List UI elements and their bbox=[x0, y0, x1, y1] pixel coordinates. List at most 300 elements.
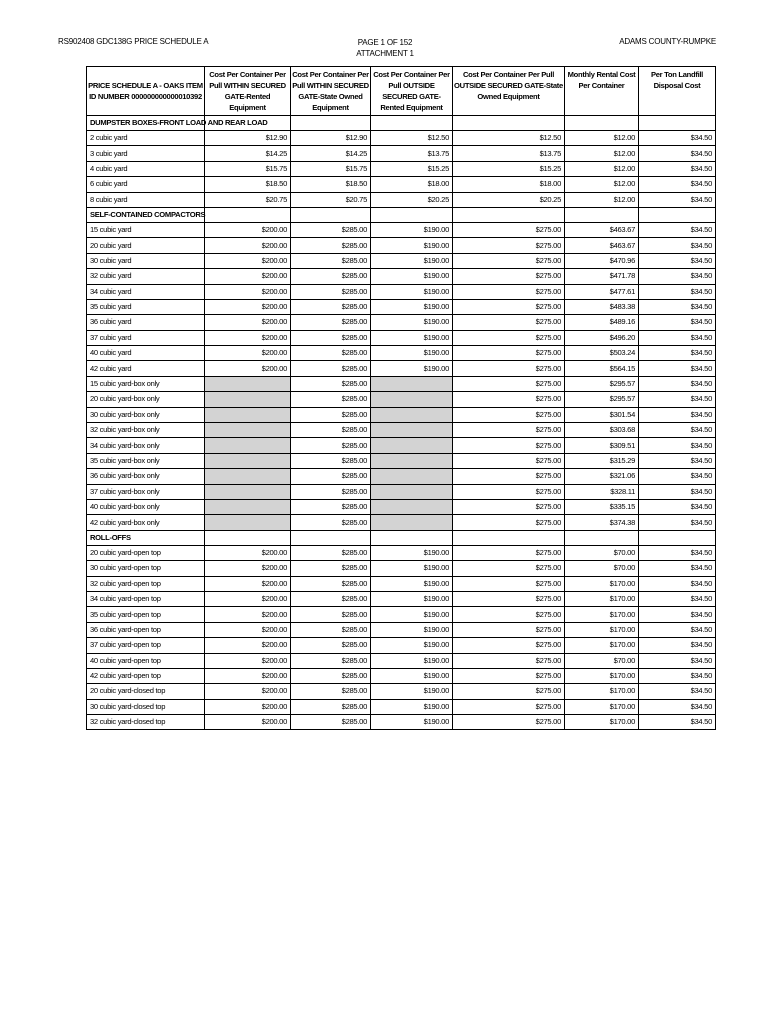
price-cell: $190.00 bbox=[371, 668, 453, 683]
price-cell: $170.00 bbox=[565, 699, 639, 714]
price-cell: $321.06 bbox=[565, 469, 639, 484]
price-cell: $285.00 bbox=[291, 715, 371, 730]
price-cell: $34.50 bbox=[639, 238, 716, 253]
table-row bbox=[87, 453, 716, 468]
price-cell: $34.50 bbox=[639, 545, 716, 560]
price-cell: $12.00 bbox=[565, 192, 639, 207]
price-cell: $200.00 bbox=[205, 299, 291, 314]
table-row bbox=[87, 699, 716, 714]
price-cell: $34.50 bbox=[639, 346, 716, 361]
blocked-cell bbox=[205, 515, 291, 530]
price-cell: $190.00 bbox=[371, 545, 453, 560]
price-cell: $285.00 bbox=[291, 253, 371, 268]
item-label: 15 cubic yard bbox=[87, 222, 205, 237]
price-cell: $200.00 bbox=[205, 361, 291, 376]
price-cell: $190.00 bbox=[371, 591, 453, 606]
price-cell: $285.00 bbox=[291, 499, 371, 514]
price-cell: $470.96 bbox=[565, 253, 639, 268]
price-cell: $285.00 bbox=[291, 222, 371, 237]
table-row bbox=[87, 238, 716, 253]
price-cell: $34.50 bbox=[639, 161, 716, 176]
price-cell: $275.00 bbox=[453, 376, 565, 391]
price-cell: $34.50 bbox=[639, 392, 716, 407]
item-label: 30 cubic yard-open top bbox=[87, 561, 205, 576]
table-row bbox=[87, 469, 716, 484]
price-cell: $190.00 bbox=[371, 269, 453, 284]
item-label: 37 cubic yard bbox=[87, 330, 205, 345]
price-cell: $285.00 bbox=[291, 346, 371, 361]
price-cell: $190.00 bbox=[371, 622, 453, 637]
price-cell: $328.11 bbox=[565, 484, 639, 499]
blocked-cell bbox=[371, 453, 453, 468]
price-cell: $275.00 bbox=[453, 561, 565, 576]
price-cell: $190.00 bbox=[371, 222, 453, 237]
table-row bbox=[87, 161, 716, 176]
price-cell: $275.00 bbox=[453, 238, 565, 253]
price-cell: $285.00 bbox=[291, 653, 371, 668]
price-cell: $200.00 bbox=[205, 253, 291, 268]
column-header: Cost Per Container Per Pull WITHIN SECURED GATE-State Owned Equipment bbox=[291, 67, 371, 116]
price-cell: $12.90 bbox=[291, 131, 371, 146]
table-row bbox=[87, 407, 716, 422]
section-title: SELF-CONTAINED COMPACTORS bbox=[87, 207, 205, 222]
table-row bbox=[87, 423, 716, 438]
price-cell: $34.50 bbox=[639, 438, 716, 453]
price-cell: $275.00 bbox=[453, 407, 565, 422]
price-cell: $303.68 bbox=[565, 423, 639, 438]
empty-cell bbox=[205, 530, 291, 545]
price-cell: $285.00 bbox=[291, 299, 371, 314]
price-cell: $285.00 bbox=[291, 591, 371, 606]
price-cell: $275.00 bbox=[453, 423, 565, 438]
table-row bbox=[87, 561, 716, 576]
price-cell: $170.00 bbox=[565, 622, 639, 637]
price-cell: $15.25 bbox=[371, 161, 453, 176]
price-cell: $34.50 bbox=[639, 284, 716, 299]
price-cell: $34.50 bbox=[639, 653, 716, 668]
item-label: 36 cubic yard-box only bbox=[87, 469, 205, 484]
price-cell: $190.00 bbox=[371, 576, 453, 591]
price-cell: $34.50 bbox=[639, 330, 716, 345]
item-label: 20 cubic yard-box only bbox=[87, 392, 205, 407]
table-row bbox=[87, 284, 716, 299]
table-row bbox=[87, 253, 716, 268]
price-cell: $34.50 bbox=[639, 423, 716, 438]
item-label: 37 cubic yard-box only bbox=[87, 484, 205, 499]
blocked-cell bbox=[205, 376, 291, 391]
price-cell: $200.00 bbox=[205, 561, 291, 576]
item-label: 30 cubic yard bbox=[87, 253, 205, 268]
price-cell: $12.00 bbox=[565, 131, 639, 146]
table-body bbox=[87, 116, 716, 730]
table-row bbox=[87, 622, 716, 637]
blocked-cell bbox=[371, 469, 453, 484]
price-cell: $200.00 bbox=[205, 576, 291, 591]
price-cell: $15.25 bbox=[453, 161, 565, 176]
table-row bbox=[87, 591, 716, 606]
empty-cell bbox=[453, 530, 565, 545]
item-label: 20 cubic yard-closed top bbox=[87, 684, 205, 699]
attachment-label: ATTACHMENT 1 bbox=[356, 49, 414, 58]
price-cell: $190.00 bbox=[371, 361, 453, 376]
price-cell: $275.00 bbox=[453, 622, 565, 637]
price-cell: $34.50 bbox=[639, 591, 716, 606]
price-cell: $34.50 bbox=[639, 222, 716, 237]
table-row bbox=[87, 192, 716, 207]
price-cell: $285.00 bbox=[291, 561, 371, 576]
price-cell: $18.50 bbox=[205, 177, 291, 192]
empty-cell bbox=[565, 116, 639, 131]
table-row bbox=[87, 299, 716, 314]
section-header-row bbox=[87, 530, 716, 545]
price-cell: $275.00 bbox=[453, 576, 565, 591]
price-cell: $285.00 bbox=[291, 376, 371, 391]
price-cell: $200.00 bbox=[205, 668, 291, 683]
table-row bbox=[87, 638, 716, 653]
price-cell: $275.00 bbox=[453, 499, 565, 514]
price-cell: $18.50 bbox=[291, 177, 371, 192]
price-cell: $34.50 bbox=[639, 253, 716, 268]
empty-cell bbox=[291, 207, 371, 222]
price-cell: $285.00 bbox=[291, 423, 371, 438]
blocked-cell bbox=[371, 515, 453, 530]
item-label: 15 cubic yard-box only bbox=[87, 376, 205, 391]
price-cell: $34.50 bbox=[639, 638, 716, 653]
item-label: 2 cubic yard bbox=[87, 131, 205, 146]
price-cell: $190.00 bbox=[371, 715, 453, 730]
price-cell: $275.00 bbox=[453, 469, 565, 484]
table-header-row bbox=[87, 67, 716, 116]
table-row bbox=[87, 499, 716, 514]
table-row bbox=[87, 269, 716, 284]
price-cell: $34.50 bbox=[639, 561, 716, 576]
item-label: 32 cubic yard-box only bbox=[87, 423, 205, 438]
empty-cell bbox=[291, 530, 371, 545]
price-cell: $13.75 bbox=[453, 146, 565, 161]
table-row bbox=[87, 315, 716, 330]
price-cell: $275.00 bbox=[453, 361, 565, 376]
price-schedule-table bbox=[86, 66, 716, 730]
price-cell: $15.75 bbox=[291, 161, 371, 176]
price-cell: $20.75 bbox=[205, 192, 291, 207]
price-cell: $285.00 bbox=[291, 622, 371, 637]
page-number: PAGE 1 OF 152 bbox=[357, 38, 413, 47]
price-cell: $301.54 bbox=[565, 407, 639, 422]
price-cell: $170.00 bbox=[565, 715, 639, 730]
price-cell: $200.00 bbox=[205, 607, 291, 622]
price-cell: $34.50 bbox=[639, 269, 716, 284]
price-cell: $34.50 bbox=[639, 299, 716, 314]
price-cell: $34.50 bbox=[639, 361, 716, 376]
blocked-cell bbox=[371, 376, 453, 391]
price-cell: $285.00 bbox=[291, 668, 371, 683]
price-cell: $285.00 bbox=[291, 484, 371, 499]
table-row bbox=[87, 392, 716, 407]
price-cell: $275.00 bbox=[453, 684, 565, 699]
column-header: PRICE SCHEDULE A - OAKS ITEM ID NUMBER 000000000000010392 bbox=[87, 67, 205, 116]
price-cell: $285.00 bbox=[291, 315, 371, 330]
price-cell: $34.50 bbox=[639, 668, 716, 683]
document-id: RS902408 GDC138G PRICE SCHEDULE A bbox=[58, 37, 209, 46]
price-cell: $200.00 bbox=[205, 699, 291, 714]
price-cell: $170.00 bbox=[565, 607, 639, 622]
price-cell: $295.57 bbox=[565, 376, 639, 391]
empty-cell bbox=[565, 207, 639, 222]
price-cell: $170.00 bbox=[565, 576, 639, 591]
price-cell: $190.00 bbox=[371, 238, 453, 253]
table-row bbox=[87, 684, 716, 699]
price-cell: $295.57 bbox=[565, 392, 639, 407]
price-cell: $34.50 bbox=[639, 315, 716, 330]
price-cell: $285.00 bbox=[291, 330, 371, 345]
price-cell: $34.50 bbox=[639, 499, 716, 514]
price-cell: $285.00 bbox=[291, 453, 371, 468]
price-cell: $285.00 bbox=[291, 438, 371, 453]
table-row bbox=[87, 715, 716, 730]
price-cell: $34.50 bbox=[639, 407, 716, 422]
blocked-cell bbox=[205, 438, 291, 453]
item-label: 34 cubic yard-box only bbox=[87, 438, 205, 453]
price-cell: $34.50 bbox=[639, 131, 716, 146]
item-label: 40 cubic yard-open top bbox=[87, 653, 205, 668]
table-row bbox=[87, 515, 716, 530]
table-row bbox=[87, 177, 716, 192]
blocked-cell bbox=[371, 438, 453, 453]
price-cell: $190.00 bbox=[371, 607, 453, 622]
price-cell: $285.00 bbox=[291, 684, 371, 699]
price-cell: $275.00 bbox=[453, 222, 565, 237]
blocked-cell bbox=[205, 423, 291, 438]
column-header: Per Ton Landfill Disposal Cost bbox=[639, 67, 716, 116]
column-header: Cost Per Container Per Pull WITHIN SECURED GATE-Rented Equipment bbox=[205, 67, 291, 116]
section-title: DUMPSTER BOXES-FRONT LOAD AND REAR LOAD bbox=[87, 116, 205, 131]
price-cell: $190.00 bbox=[371, 653, 453, 668]
price-cell: $463.67 bbox=[565, 238, 639, 253]
column-header: Monthly Rental Cost Per Container bbox=[565, 67, 639, 116]
price-cell: $170.00 bbox=[565, 591, 639, 606]
blocked-cell bbox=[371, 499, 453, 514]
blocked-cell bbox=[205, 469, 291, 484]
price-cell: $200.00 bbox=[205, 330, 291, 345]
section-title: ROLL-OFFS bbox=[87, 530, 205, 545]
vendor-name: ADAMS COUNTY-RUMPKE bbox=[619, 37, 716, 46]
item-label: 6 cubic yard bbox=[87, 177, 205, 192]
empty-cell bbox=[453, 116, 565, 131]
empty-cell bbox=[639, 116, 716, 131]
price-cell: $14.25 bbox=[291, 146, 371, 161]
price-cell: $15.75 bbox=[205, 161, 291, 176]
price-cell: $12.00 bbox=[565, 161, 639, 176]
price-cell: $200.00 bbox=[205, 638, 291, 653]
price-cell: $200.00 bbox=[205, 653, 291, 668]
item-label: 42 cubic yard-box only bbox=[87, 515, 205, 530]
item-label: 35 cubic yard-open top bbox=[87, 607, 205, 622]
price-cell: $20.25 bbox=[371, 192, 453, 207]
price-cell: $200.00 bbox=[205, 269, 291, 284]
price-cell: $275.00 bbox=[453, 591, 565, 606]
item-label: 3 cubic yard bbox=[87, 146, 205, 161]
section-header-row bbox=[87, 207, 716, 222]
empty-cell bbox=[639, 207, 716, 222]
price-cell: $275.00 bbox=[453, 715, 565, 730]
item-label: 42 cubic yard-open top bbox=[87, 668, 205, 683]
table-row bbox=[87, 346, 716, 361]
price-cell: $275.00 bbox=[453, 330, 565, 345]
item-label: 36 cubic yard-open top bbox=[87, 622, 205, 637]
item-label: 20 cubic yard bbox=[87, 238, 205, 253]
price-cell: $70.00 bbox=[565, 545, 639, 560]
price-cell: $20.25 bbox=[453, 192, 565, 207]
price-cell: $496.20 bbox=[565, 330, 639, 345]
blocked-cell bbox=[205, 392, 291, 407]
item-label: 30 cubic yard-closed top bbox=[87, 699, 205, 714]
price-cell: $285.00 bbox=[291, 515, 371, 530]
price-cell: $275.00 bbox=[453, 607, 565, 622]
empty-cell bbox=[565, 530, 639, 545]
table-row bbox=[87, 376, 716, 391]
table-row bbox=[87, 361, 716, 376]
price-cell: $285.00 bbox=[291, 407, 371, 422]
price-cell: $285.00 bbox=[291, 576, 371, 591]
item-label: 35 cubic yard-box only bbox=[87, 453, 205, 468]
price-cell: $12.50 bbox=[453, 131, 565, 146]
section-header-row bbox=[87, 116, 716, 131]
price-cell: $275.00 bbox=[453, 515, 565, 530]
price-cell: $34.50 bbox=[639, 622, 716, 637]
price-cell: $190.00 bbox=[371, 346, 453, 361]
price-cell: $275.00 bbox=[453, 653, 565, 668]
price-cell: $18.00 bbox=[453, 177, 565, 192]
item-label: 36 cubic yard bbox=[87, 315, 205, 330]
price-cell: $34.50 bbox=[639, 484, 716, 499]
table-row bbox=[87, 668, 716, 683]
page-info bbox=[300, 37, 470, 59]
empty-cell bbox=[453, 207, 565, 222]
item-label: 34 cubic yard bbox=[87, 284, 205, 299]
price-cell: $34.50 bbox=[639, 684, 716, 699]
price-cell: $200.00 bbox=[205, 238, 291, 253]
price-cell: $70.00 bbox=[565, 653, 639, 668]
table-row bbox=[87, 576, 716, 591]
table-row bbox=[87, 438, 716, 453]
blocked-cell bbox=[205, 453, 291, 468]
price-cell: $477.61 bbox=[565, 284, 639, 299]
item-label: 34 cubic yard-open top bbox=[87, 591, 205, 606]
item-label: 37 cubic yard-open top bbox=[87, 638, 205, 653]
price-cell: $285.00 bbox=[291, 269, 371, 284]
price-cell: $200.00 bbox=[205, 315, 291, 330]
blocked-cell bbox=[205, 499, 291, 514]
price-cell: $471.78 bbox=[565, 269, 639, 284]
price-cell: $275.00 bbox=[453, 545, 565, 560]
empty-cell bbox=[205, 207, 291, 222]
price-cell: $285.00 bbox=[291, 469, 371, 484]
price-cell: $275.00 bbox=[453, 484, 565, 499]
price-cell: $190.00 bbox=[371, 299, 453, 314]
empty-cell bbox=[371, 116, 453, 131]
item-label: 30 cubic yard-box only bbox=[87, 407, 205, 422]
blocked-cell bbox=[371, 423, 453, 438]
price-cell: $34.50 bbox=[639, 607, 716, 622]
price-cell: $12.00 bbox=[565, 177, 639, 192]
price-cell: $285.00 bbox=[291, 638, 371, 653]
price-cell: $275.00 bbox=[453, 438, 565, 453]
item-label: 8 cubic yard bbox=[87, 192, 205, 207]
price-cell: $335.15 bbox=[565, 499, 639, 514]
price-cell: $285.00 bbox=[291, 607, 371, 622]
price-cell: $200.00 bbox=[205, 684, 291, 699]
price-cell: $275.00 bbox=[453, 453, 565, 468]
table-row bbox=[87, 146, 716, 161]
item-label: 32 cubic yard-open top bbox=[87, 576, 205, 591]
price-cell: $275.00 bbox=[453, 299, 565, 314]
price-cell: $190.00 bbox=[371, 330, 453, 345]
price-cell: $285.00 bbox=[291, 392, 371, 407]
price-cell: $275.00 bbox=[453, 253, 565, 268]
price-cell: $483.38 bbox=[565, 299, 639, 314]
price-cell: $190.00 bbox=[371, 315, 453, 330]
table-row bbox=[87, 330, 716, 345]
price-cell: $70.00 bbox=[565, 561, 639, 576]
empty-cell bbox=[291, 116, 371, 131]
table-row bbox=[87, 653, 716, 668]
price-cell: $285.00 bbox=[291, 699, 371, 714]
price-cell: $200.00 bbox=[205, 622, 291, 637]
price-cell: $34.50 bbox=[639, 576, 716, 591]
price-cell: $374.38 bbox=[565, 515, 639, 530]
table-row bbox=[87, 222, 716, 237]
table-row bbox=[87, 484, 716, 499]
table-row bbox=[87, 607, 716, 622]
price-cell: $200.00 bbox=[205, 715, 291, 730]
price-cell: $275.00 bbox=[453, 392, 565, 407]
price-cell: $285.00 bbox=[291, 545, 371, 560]
price-cell: $12.50 bbox=[371, 131, 453, 146]
price-cell: $18.00 bbox=[371, 177, 453, 192]
blocked-cell bbox=[205, 484, 291, 499]
price-cell: $275.00 bbox=[453, 284, 565, 299]
price-cell: $12.90 bbox=[205, 131, 291, 146]
price-cell: $285.00 bbox=[291, 284, 371, 299]
item-label: 20 cubic yard-open top bbox=[87, 545, 205, 560]
price-cell: $190.00 bbox=[371, 284, 453, 299]
price-cell: $34.50 bbox=[639, 469, 716, 484]
price-cell: $34.50 bbox=[639, 699, 716, 714]
item-label: 32 cubic yard-closed top bbox=[87, 715, 205, 730]
price-cell: $315.29 bbox=[565, 453, 639, 468]
empty-cell bbox=[371, 530, 453, 545]
price-cell: $285.00 bbox=[291, 361, 371, 376]
price-cell: $200.00 bbox=[205, 222, 291, 237]
blocked-cell bbox=[371, 484, 453, 499]
price-cell: $275.00 bbox=[453, 315, 565, 330]
item-label: 35 cubic yard bbox=[87, 299, 205, 314]
item-label: 40 cubic yard-box only bbox=[87, 499, 205, 514]
price-cell: $13.75 bbox=[371, 146, 453, 161]
price-cell: $503.24 bbox=[565, 346, 639, 361]
price-cell: $275.00 bbox=[453, 699, 565, 714]
price-cell: $34.50 bbox=[639, 453, 716, 468]
price-cell: $190.00 bbox=[371, 684, 453, 699]
price-cell: $463.67 bbox=[565, 222, 639, 237]
item-label: 4 cubic yard bbox=[87, 161, 205, 176]
column-header: Cost Per Container Per Pull OUTSIDE SECURED GATE-State Owned Equipment bbox=[453, 67, 565, 116]
price-cell: $275.00 bbox=[453, 668, 565, 683]
column-header: Cost Per Container Per Pull OUTSIDE SECURED GATE-Rented Equipment bbox=[371, 67, 453, 116]
price-cell: $200.00 bbox=[205, 346, 291, 361]
price-cell: $190.00 bbox=[371, 638, 453, 653]
price-cell: $285.00 bbox=[291, 238, 371, 253]
